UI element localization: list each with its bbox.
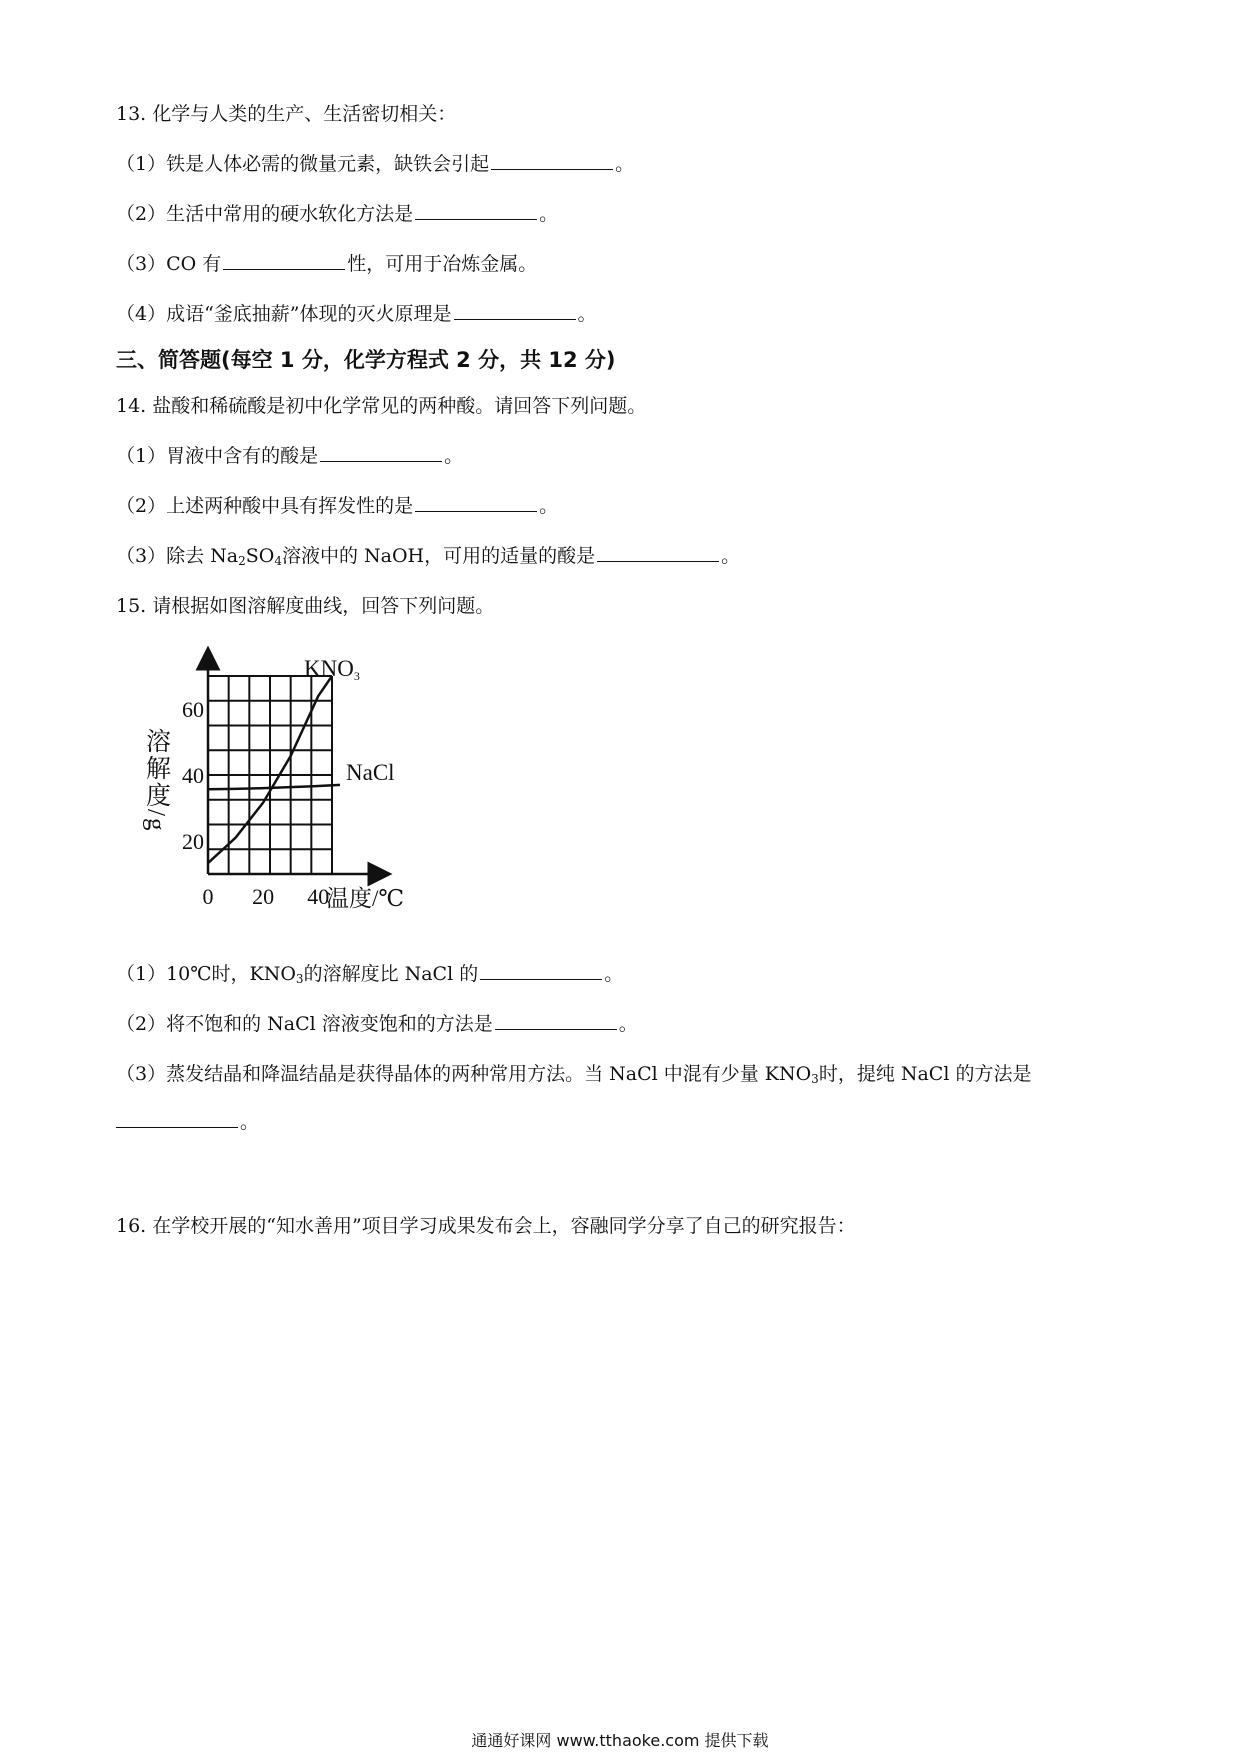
answer-blank[interactable] bbox=[116, 1109, 238, 1128]
y-tick-label: 60 bbox=[182, 697, 204, 722]
answer-blank[interactable] bbox=[480, 961, 602, 980]
answer-blank[interactable] bbox=[415, 493, 537, 512]
series-label-nacl: NaCl bbox=[346, 760, 395, 785]
answer-blank[interactable] bbox=[320, 443, 442, 462]
y-tick-label: 20 bbox=[182, 829, 204, 854]
y-tick-labels bbox=[182, 697, 204, 854]
x-tick-label: 0 bbox=[202, 884, 214, 909]
q15-stem: 15. 请根据如图溶解度曲线，回答下列问题。 bbox=[116, 595, 495, 617]
section-title: 三、简答题(每空 1 分，化学方程式 2 分，共 12 分) bbox=[116, 348, 616, 372]
x-tick-label: 40 bbox=[307, 884, 330, 909]
q14-stem: 14. 盐酸和稀硫酸是初中化学常见的两种酸。请回答下列问题。 bbox=[116, 395, 647, 417]
q13-part4: （4）成语“釜底抽薪”体现的灭火原理是 。 bbox=[116, 303, 597, 325]
x-axis-label: 温度/℃ bbox=[326, 886, 405, 911]
y-tick-label: 40 bbox=[182, 763, 204, 788]
q13-part2: （2）生活中常用的硬水软化方法是 。 bbox=[116, 203, 559, 225]
answer-blank[interactable] bbox=[223, 251, 345, 270]
q16-stem: 16. 在学校开展的“知水善用”项目学习成果发布会上，容融同学分享了自己的研究报告： bbox=[116, 1215, 856, 1237]
answer-blank[interactable] bbox=[454, 301, 576, 320]
solubility-chart bbox=[140, 646, 450, 916]
q14-part1: （1）胃液中含有的酸是 。 bbox=[116, 445, 464, 467]
series-label-kno3: KNO3 bbox=[304, 656, 360, 683]
q15-part2: （2）将不饱和的 NaCl 溶液变饱和的方法是 。 bbox=[116, 1013, 638, 1035]
answer-blank[interactable] bbox=[491, 151, 613, 170]
q15-part3-cont: 。 bbox=[116, 1108, 259, 1136]
y-axis-label: 溶解度/g bbox=[142, 728, 170, 833]
q13-part3: （3）CO 有 性，可用于冶炼金属。 bbox=[116, 253, 538, 275]
q13-part1: （1）铁是人体必需的微量元素，缺铁会引起 。 bbox=[116, 153, 635, 175]
x-tick-label: 20 bbox=[252, 884, 275, 909]
q14-part3: （3）除去 $Na_2SO_4$溶液中的 NaOH，可用的适量的酸是 。 bbox=[116, 545, 741, 568]
answer-blank[interactable] bbox=[495, 1011, 617, 1030]
answer-blank[interactable] bbox=[415, 201, 537, 220]
page-footer: 通通好课网 www.tthaoke.com 提供下载 bbox=[471, 1731, 769, 1750]
q15-part3: （3）蒸发结晶和降温结晶是获得晶体的两种常用方法。当 NaCl 中混有少量 $KNO_3$时，提纯 NaCl 的方法是 bbox=[116, 1063, 1032, 1086]
answer-blank[interactable] bbox=[597, 543, 719, 562]
q15-part1: （1）10℃时，$KNO_3$的溶解度比 NaCl 的 。 bbox=[116, 963, 624, 986]
x-tick-labels bbox=[203, 884, 330, 909]
q14-part2: （2）上述两种酸中具有挥发性的是 。 bbox=[116, 495, 559, 517]
q13-stem: 13. 化学与人类的生产、生活密切相关： bbox=[116, 103, 457, 125]
